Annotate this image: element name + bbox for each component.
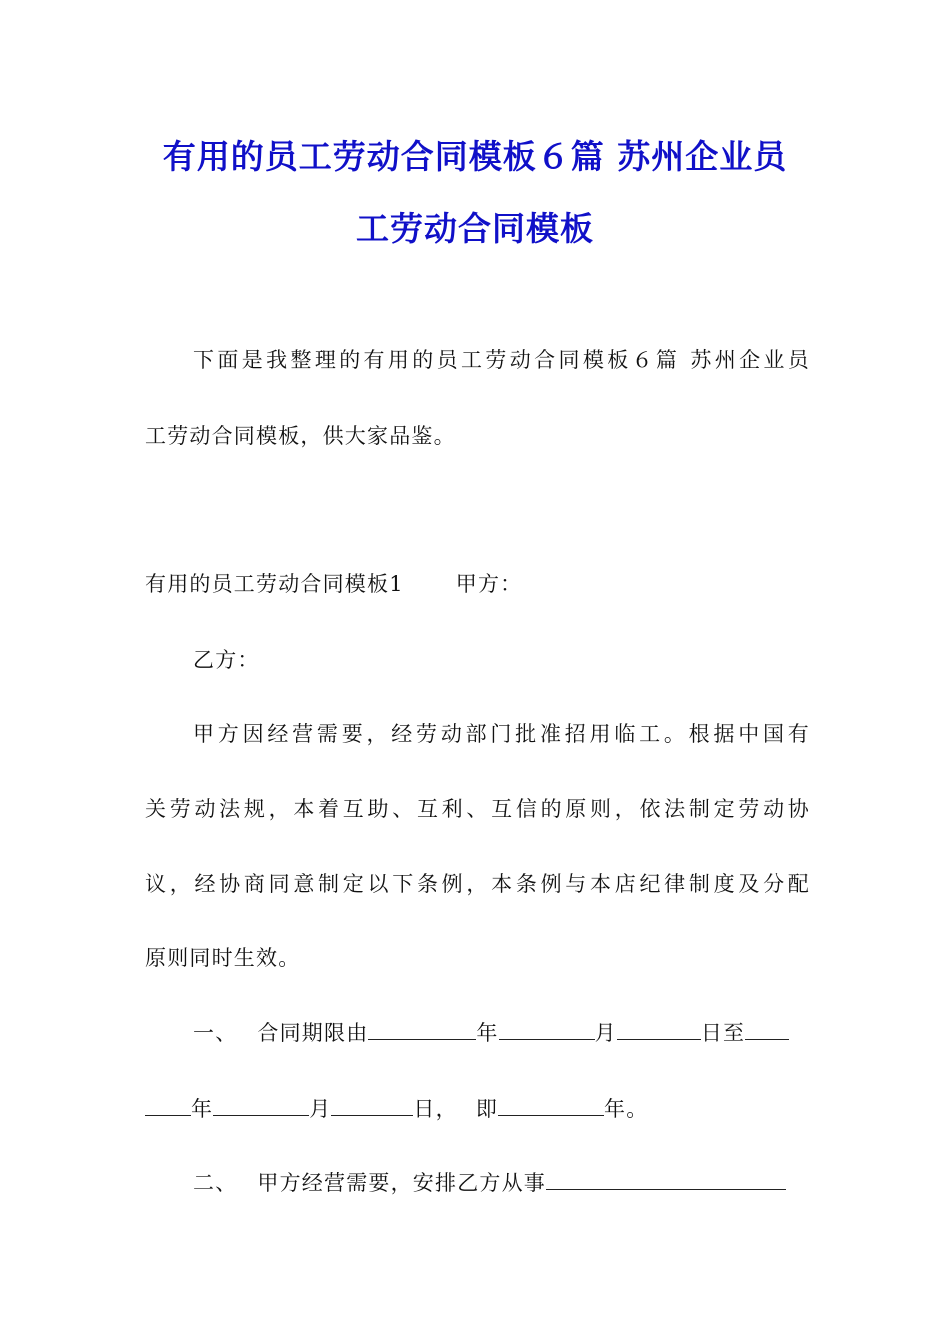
blank-end-month[interactable] [213,1093,309,1116]
party-a-label: 甲方： [455,572,523,596]
blank-end-year-part-2[interactable] [145,1093,191,1116]
blank-job-position[interactable] [546,1167,786,1190]
blank-end-year-part-1[interactable] [745,1017,789,1040]
paragraph-1-line-3: 议，经协商同意制定以下条例，本条例与本店纪律制度及分配 [145,872,810,896]
intro-line-1: 下面是我整理的有用的员工劳动合同模板６篇 苏州企业员 [193,348,810,372]
clause-1-text-d: 日至 [700,1021,746,1045]
blank-start-month[interactable] [499,1017,595,1040]
blank-duration-years[interactable] [498,1093,604,1116]
document-title-line-2: 工劳动合同模板 [356,209,594,248]
section-heading-row [145,569,810,599]
party-b-label: 乙方： [193,648,260,672]
section-heading: 有用的员工劳动合同模板1 [145,572,404,596]
blank-start-day[interactable] [617,1017,701,1040]
clause-2-line-1 [193,1167,810,1198]
clause-1-text-f: 月 [309,1097,332,1121]
document-title-line-1: 有用的员工劳动合同模板６篇 苏州企业员 [162,137,788,176]
clause-2-number: 二、 [193,1171,238,1195]
clause-1-text-i: 年。 [604,1097,649,1121]
clause-1-text-e: 年 [191,1097,214,1121]
clause-1-line-1 [193,1017,810,1048]
clause-1-text-h: 即 [475,1097,499,1121]
clause-1-text-a: 合同期限由 [257,1021,369,1045]
intro-line-2: 工劳动合同模板，供大家品鉴。 [145,424,456,448]
blank-end-day[interactable] [331,1093,413,1116]
blank-start-year[interactable] [368,1017,476,1040]
paragraph-1-line-1: 甲方因经营需要，经劳动部门批准招用临工。根据中国有 [193,722,810,746]
clause-1-number: 一、 [193,1021,238,1045]
clause-1-text-g: 日， [413,1097,458,1121]
clause-2-text-a: 甲方经营需要，安排乙方从事 [257,1171,547,1195]
clause-1-text-b: 年 [476,1021,499,1045]
paragraph-1-line-2: 关劳动法规，本着互助、互利、互信的原则，依法制定劳动协 [145,797,810,821]
paragraph-1-line-4: 原则同时生效。 [145,946,301,970]
clause-1-line-2 [145,1093,810,1124]
clause-1-text-c: 月 [594,1021,617,1045]
